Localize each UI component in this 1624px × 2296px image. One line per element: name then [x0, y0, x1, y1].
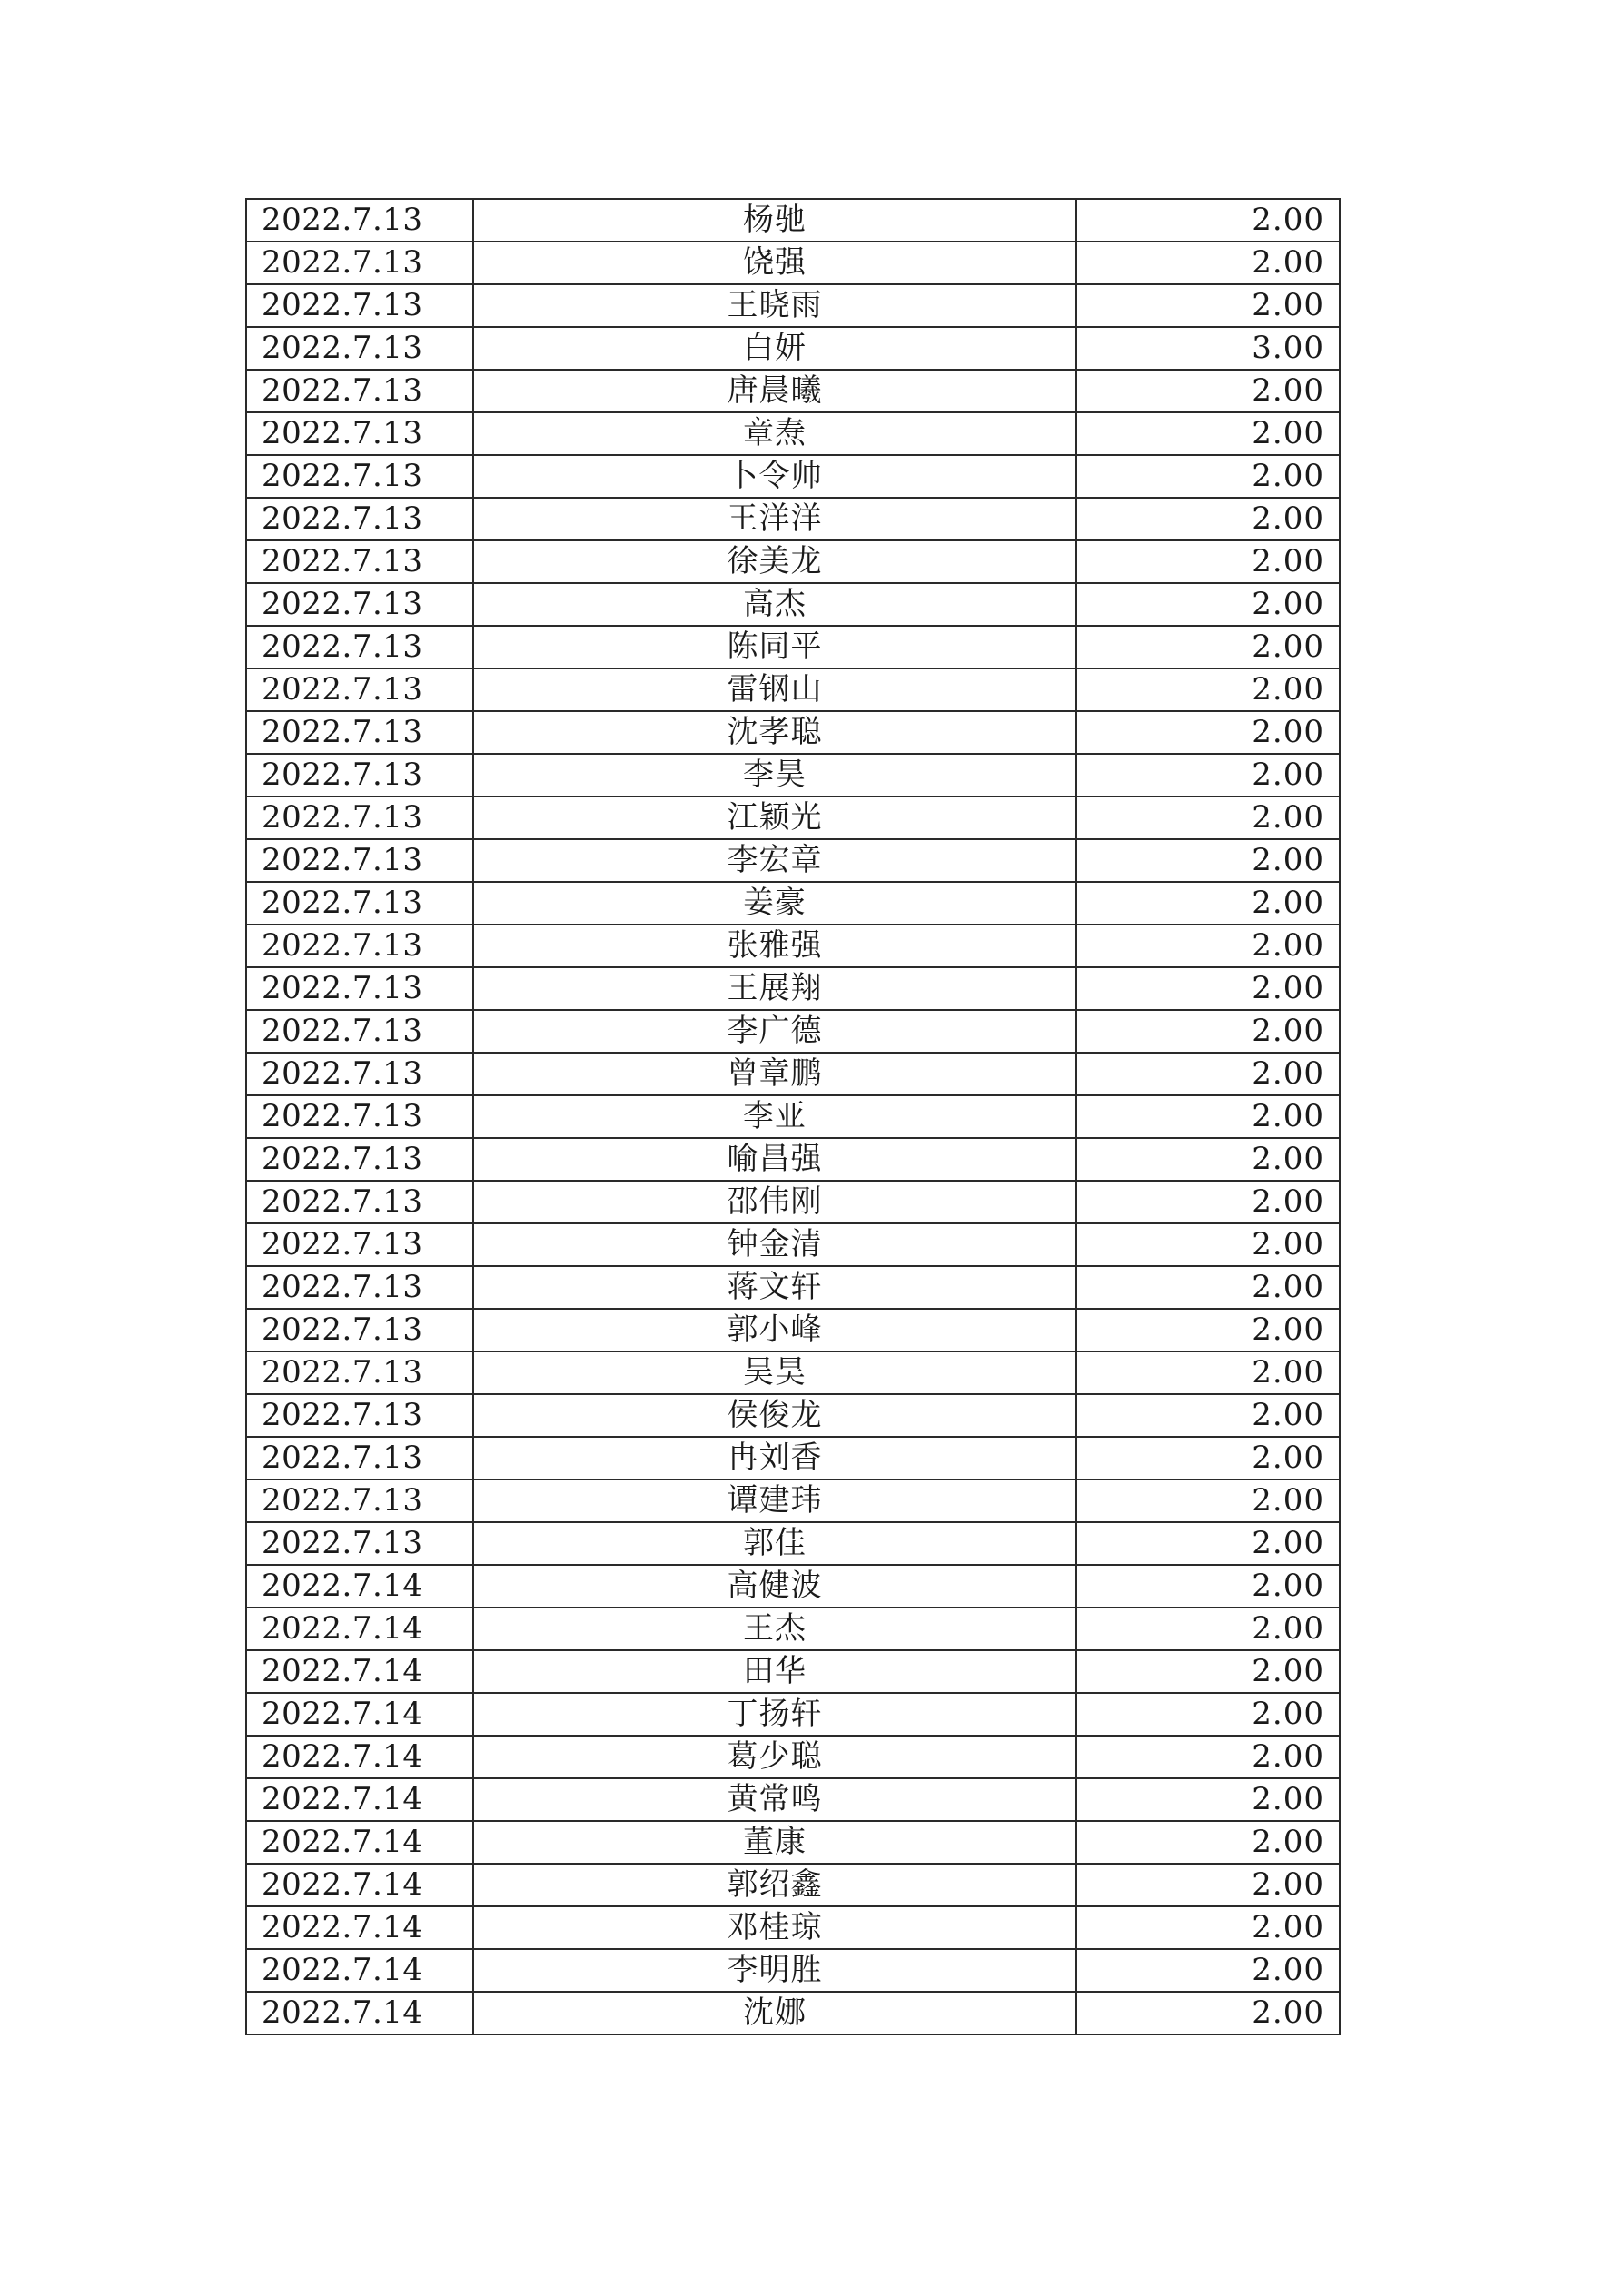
date-cell: 2022.7.14	[246, 1608, 473, 1650]
table-row	[246, 1693, 1340, 1736]
name-cell: 蒋文轩	[473, 1266, 1076, 1309]
date-cell: 2022.7.13	[246, 540, 473, 583]
table-row	[246, 754, 1340, 797]
date-cell: 2022.7.13	[246, 455, 473, 498]
table-row	[246, 1565, 1340, 1608]
amount-cell: 2.00	[1076, 199, 1340, 242]
name-cell: 高杰	[473, 583, 1076, 626]
table-row	[246, 284, 1340, 327]
name-cell: 卜令帅	[473, 455, 1076, 498]
date-cell: 2022.7.13	[246, 1010, 473, 1053]
table-row	[246, 1223, 1340, 1266]
date-cell: 2022.7.13	[246, 882, 473, 925]
name-cell: 邓桂琼	[473, 1906, 1076, 1949]
date-cell: 2022.7.13	[246, 1181, 473, 1223]
name-cell: 高健波	[473, 1565, 1076, 1608]
name-cell: 丁扬轩	[473, 1693, 1076, 1736]
amount-cell: 2.00	[1076, 1223, 1340, 1266]
name-cell: 章焘	[473, 412, 1076, 455]
donation-table	[245, 198, 1341, 2035]
date-cell: 2022.7.13	[246, 284, 473, 327]
amount-cell: 2.00	[1076, 455, 1340, 498]
amount-cell: 2.00	[1076, 583, 1340, 626]
name-cell: 葛少聪	[473, 1736, 1076, 1778]
amount-cell: 2.00	[1076, 882, 1340, 925]
date-cell: 2022.7.13	[246, 668, 473, 711]
name-cell: 钟金清	[473, 1223, 1076, 1266]
name-cell: 王洋洋	[473, 498, 1076, 540]
amount-cell: 2.00	[1076, 711, 1340, 754]
table-row	[246, 242, 1340, 284]
date-cell: 2022.7.14	[246, 1650, 473, 1693]
date-cell: 2022.7.13	[246, 242, 473, 284]
date-cell: 2022.7.13	[246, 839, 473, 882]
amount-cell: 2.00	[1076, 1864, 1340, 1906]
amount-cell: 2.00	[1076, 1992, 1340, 2034]
date-cell: 2022.7.13	[246, 1480, 473, 1522]
table-row	[246, 1949, 1340, 1992]
date-cell: 2022.7.13	[246, 370, 473, 412]
amount-cell: 2.00	[1076, 1095, 1340, 1138]
amount-cell: 2.00	[1076, 1906, 1340, 1949]
date-cell: 2022.7.13	[246, 1266, 473, 1309]
date-cell: 2022.7.14	[246, 1693, 473, 1736]
name-cell: 唐晨曦	[473, 370, 1076, 412]
date-cell: 2022.7.13	[246, 797, 473, 839]
date-cell: 2022.7.14	[246, 1906, 473, 1949]
table-row	[246, 1821, 1340, 1864]
name-cell: 陈同平	[473, 626, 1076, 668]
date-cell: 2022.7.13	[246, 1095, 473, 1138]
name-cell: 冉刘香	[473, 1437, 1076, 1480]
date-cell: 2022.7.13	[246, 1437, 473, 1480]
amount-cell: 2.00	[1076, 626, 1340, 668]
amount-cell: 2.00	[1076, 1181, 1340, 1223]
amount-cell: 2.00	[1076, 839, 1340, 882]
table-row	[246, 626, 1340, 668]
amount-cell: 2.00	[1076, 370, 1340, 412]
name-cell: 李广德	[473, 1010, 1076, 1053]
name-cell: 李亚	[473, 1095, 1076, 1138]
table-row	[246, 1138, 1340, 1181]
date-cell: 2022.7.14	[246, 1778, 473, 1821]
date-cell: 2022.7.14	[246, 1949, 473, 1992]
table-row	[246, 412, 1340, 455]
table-row	[246, 1906, 1340, 1949]
name-cell: 江颖光	[473, 797, 1076, 839]
amount-cell: 2.00	[1076, 498, 1340, 540]
amount-cell: 2.00	[1076, 1522, 1340, 1565]
amount-cell: 2.00	[1076, 1650, 1340, 1693]
amount-cell: 2.00	[1076, 284, 1340, 327]
amount-cell: 2.00	[1076, 1693, 1340, 1736]
table-row	[246, 455, 1340, 498]
date-cell: 2022.7.14	[246, 1864, 473, 1906]
table-row	[246, 199, 1340, 242]
amount-cell: 2.00	[1076, 1437, 1340, 1480]
date-cell: 2022.7.13	[246, 412, 473, 455]
name-cell: 沈娜	[473, 1992, 1076, 2034]
amount-cell: 2.00	[1076, 1351, 1340, 1394]
date-cell: 2022.7.14	[246, 1821, 473, 1864]
name-cell: 黄常鸣	[473, 1778, 1076, 1821]
name-cell: 郭绍鑫	[473, 1864, 1076, 1906]
date-cell: 2022.7.13	[246, 199, 473, 242]
table-row	[246, 1736, 1340, 1778]
name-cell: 白妍	[473, 327, 1076, 370]
date-cell: 2022.7.13	[246, 1053, 473, 1095]
date-cell: 2022.7.13	[246, 925, 473, 967]
table-row	[246, 370, 1340, 412]
date-cell: 2022.7.13	[246, 1394, 473, 1437]
table-row	[246, 1266, 1340, 1309]
table-row	[246, 1010, 1340, 1053]
name-cell: 李宏章	[473, 839, 1076, 882]
table-row	[246, 967, 1340, 1010]
name-cell: 饶强	[473, 242, 1076, 284]
name-cell: 张雅强	[473, 925, 1076, 967]
name-cell: 杨驰	[473, 199, 1076, 242]
amount-cell: 2.00	[1076, 242, 1340, 284]
name-cell: 徐美龙	[473, 540, 1076, 583]
table-row	[246, 797, 1340, 839]
table-row	[246, 1522, 1340, 1565]
table-row	[246, 1437, 1340, 1480]
amount-cell: 2.00	[1076, 540, 1340, 583]
table-row	[246, 1992, 1340, 2034]
table-row	[246, 540, 1340, 583]
amount-cell: 2.00	[1076, 967, 1340, 1010]
name-cell: 侯俊龙	[473, 1394, 1076, 1437]
date-cell: 2022.7.14	[246, 1992, 473, 2034]
amount-cell: 2.00	[1076, 797, 1340, 839]
amount-cell: 2.00	[1076, 754, 1340, 797]
name-cell: 谭建玮	[473, 1480, 1076, 1522]
table-row	[246, 1608, 1340, 1650]
amount-cell: 2.00	[1076, 1565, 1340, 1608]
name-cell: 郭佳	[473, 1522, 1076, 1565]
table-row	[246, 1351, 1340, 1394]
date-cell: 2022.7.13	[246, 626, 473, 668]
table-row	[246, 1778, 1340, 1821]
table-row	[246, 882, 1340, 925]
table-row	[246, 1053, 1340, 1095]
name-cell: 沈孝聪	[473, 711, 1076, 754]
date-cell: 2022.7.14	[246, 1736, 473, 1778]
name-cell: 王晓雨	[473, 284, 1076, 327]
table-row	[246, 711, 1340, 754]
amount-cell: 3.00	[1076, 327, 1340, 370]
table-row	[246, 583, 1340, 626]
table-row	[246, 1181, 1340, 1223]
date-cell: 2022.7.13	[246, 1351, 473, 1394]
name-cell: 王展翔	[473, 967, 1076, 1010]
table-row	[246, 1095, 1340, 1138]
date-cell: 2022.7.13	[246, 583, 473, 626]
amount-cell: 2.00	[1076, 1736, 1340, 1778]
amount-cell: 2.00	[1076, 1394, 1340, 1437]
name-cell: 董康	[473, 1821, 1076, 1864]
amount-cell: 2.00	[1076, 1778, 1340, 1821]
amount-cell: 2.00	[1076, 412, 1340, 455]
amount-cell: 2.00	[1076, 1138, 1340, 1181]
date-cell: 2022.7.13	[246, 967, 473, 1010]
name-cell: 王杰	[473, 1608, 1076, 1650]
table-row	[246, 1309, 1340, 1351]
name-cell: 田华	[473, 1650, 1076, 1693]
amount-cell: 2.00	[1076, 1480, 1340, 1522]
amount-cell: 2.00	[1076, 668, 1340, 711]
name-cell: 李昊	[473, 754, 1076, 797]
date-cell: 2022.7.13	[246, 754, 473, 797]
name-cell: 姜豪	[473, 882, 1076, 925]
name-cell: 雷钢山	[473, 668, 1076, 711]
name-cell: 曾章鹏	[473, 1053, 1076, 1095]
amount-cell: 2.00	[1076, 1949, 1340, 1992]
amount-cell: 2.00	[1076, 1053, 1340, 1095]
table-body	[246, 199, 1340, 2034]
date-cell: 2022.7.14	[246, 1565, 473, 1608]
name-cell: 喻昌强	[473, 1138, 1076, 1181]
table-row	[246, 839, 1340, 882]
date-cell: 2022.7.13	[246, 498, 473, 540]
name-cell: 郭小峰	[473, 1309, 1076, 1351]
name-cell: 李明胜	[473, 1949, 1076, 1992]
name-cell: 邵伟刚	[473, 1181, 1076, 1223]
amount-cell: 2.00	[1076, 1266, 1340, 1309]
date-cell: 2022.7.13	[246, 711, 473, 754]
table-row	[246, 1394, 1340, 1437]
amount-cell: 2.00	[1076, 1608, 1340, 1650]
amount-cell: 2.00	[1076, 1821, 1340, 1864]
amount-cell: 2.00	[1076, 925, 1340, 967]
name-cell: 吴昊	[473, 1351, 1076, 1394]
amount-cell: 2.00	[1076, 1309, 1340, 1351]
table-row	[246, 925, 1340, 967]
table-row	[246, 1864, 1340, 1906]
table-row	[246, 668, 1340, 711]
table-row	[246, 327, 1340, 370]
date-cell: 2022.7.13	[246, 1309, 473, 1351]
table-row	[246, 1480, 1340, 1522]
table-row	[246, 498, 1340, 540]
table-row	[246, 1650, 1340, 1693]
date-cell: 2022.7.13	[246, 327, 473, 370]
date-cell: 2022.7.13	[246, 1522, 473, 1565]
date-cell: 2022.7.13	[246, 1223, 473, 1266]
date-cell: 2022.7.13	[246, 1138, 473, 1181]
amount-cell: 2.00	[1076, 1010, 1340, 1053]
